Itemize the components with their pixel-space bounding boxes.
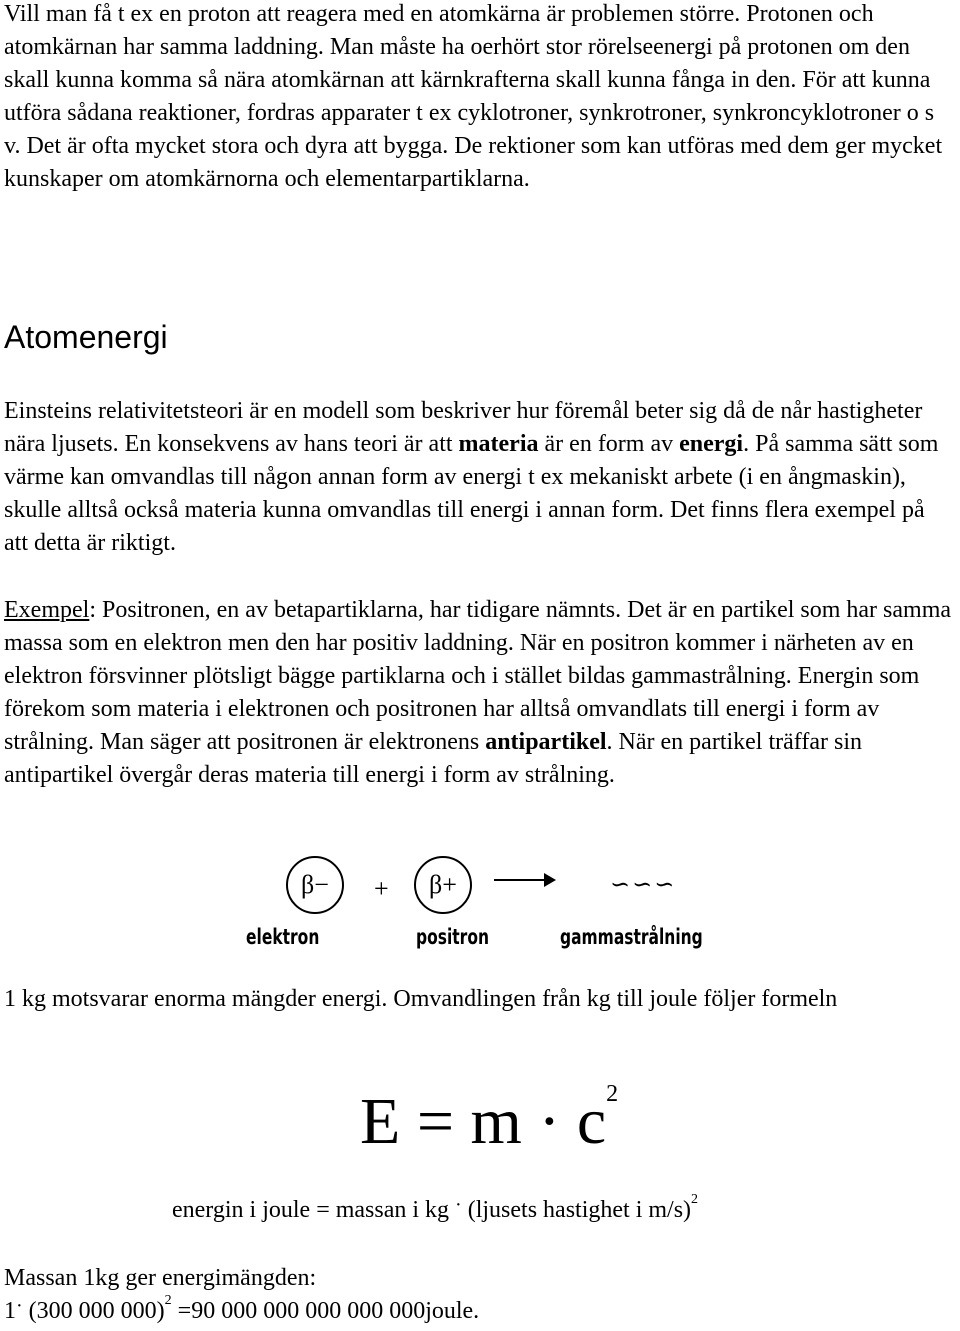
example-label: Exempel [4, 597, 90, 623]
gamma-wave-icon: ∽∽∽ [610, 872, 677, 898]
electron-circle: β− [286, 856, 344, 914]
annihilation-diagram [0, 850, 960, 960]
intro-paragraph: Vill man få t ex en proton att reagera med en atomkärna är problemen större. Protonen och atomkärnan har samma laddning. Man måste ha oerhört stor rörelseenergi på protonen om den skall kunna komma så nära atomkärnan att kärnkrafterna skall kunna fånga in den. För att kunna utföra sådana reaktioner, fordras apparater t ex cyklotroner, synkrotroner, synkroncyklotroner o s v. Det är ofta mycket stora och dyra att bygga. De rektioner som kan utföras med dem ger mycket kunskaper om atomkärnorna och elementarpartiklarna. [4, 1, 943, 192]
calculation [4, 1262, 479, 1331]
label-electron: elektron [246, 925, 320, 949]
formula-emc2: $E = m \cdot c^2$ [360, 1081, 619, 1158]
plus-sign: + [374, 874, 389, 903]
formula-description: energin i joule = massan i kg · (ljusets hastighet i m/s)$^2$ [172, 1192, 699, 1223]
calc-line-2: 1· (300 000 000)$^2$ =90 000 000 000 000 000joule. [4, 1293, 480, 1324]
calc-line-1: Massan 1kg ger energimängden: [4, 1265, 317, 1291]
energy-paragraph: 1 kg motsvarar enorma mängder energi. Omvandlingen från kg till joule följer formeln [4, 986, 838, 1012]
label-positron: positron [416, 925, 489, 949]
section-heading: Atomenergi [4, 319, 168, 355]
label-gamma: gammastrålning [560, 925, 703, 949]
positron-circle: β+ [414, 856, 472, 914]
arrow-icon [494, 870, 556, 890]
einstein-paragraph: Einsteins relativitetsteori är en modell som beskriver hur föremål beter sig då de når hastigheter nära ljusets. En konsekvens av hans teori är att materia är en form av energi. På samma sätt som värme kan omvandlas till någon annan form av energi t ex mekaniskt arbete (i en ångmaskin), skulle alltså också materia kunna omvandlas till energi i annan form. Det finns flera exempel på att detta är riktigt. [4, 398, 939, 556]
example-paragraph: Exempel: Positronen, en av betapartiklarna, har tidigare nämnts. Det är en partikel som har samma massa som en elektron men den har positiv laddning. När en positron kommer i närheten av en elektron försvinner plötsligt bägge partiklarna och i stället bildas gammastrålning. Energin som förekom som materia i elektronen och positronen har alltså omvandlats till energi i form av strålning. Man säger att positronen är elektronens antipartikel. När en partikel träffar sin antipartikel övergår deras materia till energi i form av strålning. [4, 597, 952, 788]
